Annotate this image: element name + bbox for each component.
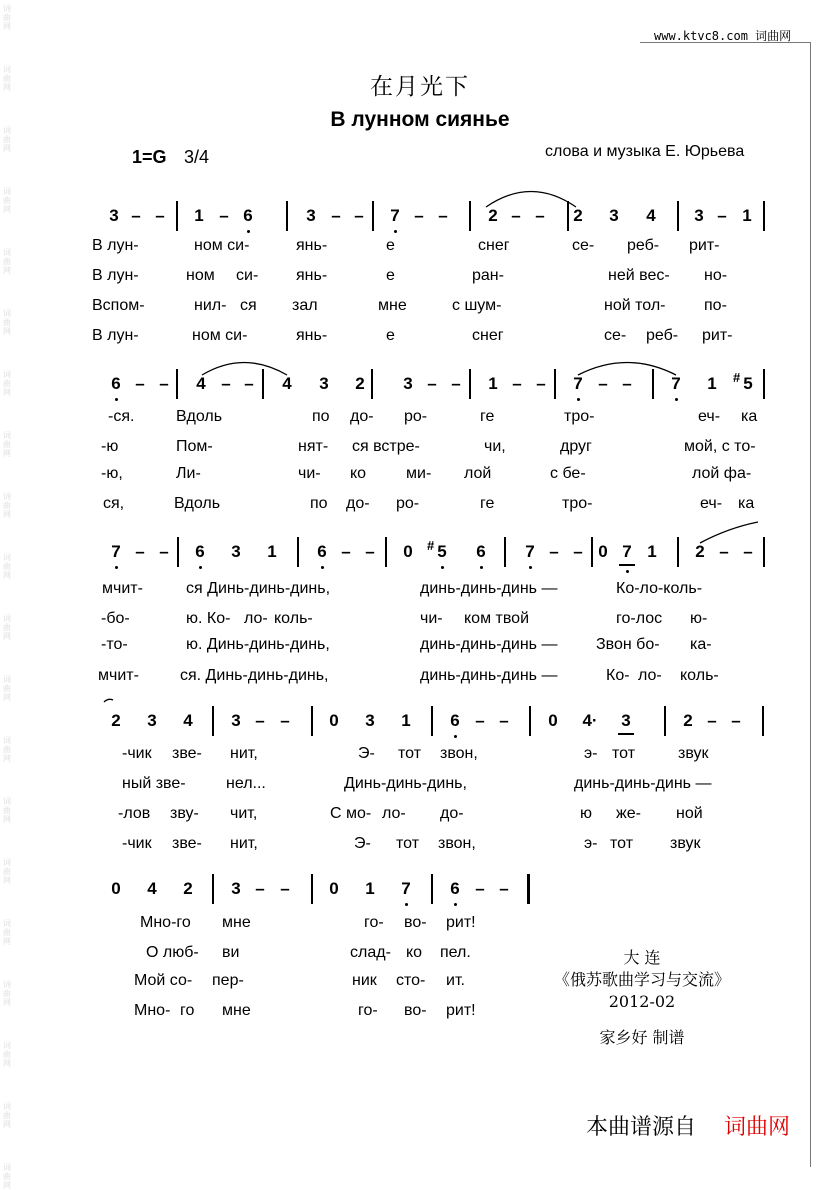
lyric-syllable: -ю (101, 438, 119, 455)
note: 1 (742, 206, 752, 225)
watermark-text: 词曲网 (3, 980, 11, 1007)
watermark-text: 词曲网 (3, 919, 11, 946)
lyric-syllable: до- (346, 495, 370, 512)
lyric-syllable: Динь-динь-динь, (344, 775, 467, 792)
lyric-syllable: ю (580, 805, 592, 822)
note: 4 (282, 374, 292, 393)
lyric-syllable: динь-динь-динь — (420, 580, 558, 597)
lyric-syllable: слад- (350, 944, 391, 961)
lyric-syllable: тот (398, 745, 422, 762)
lyric-syllable: до- (440, 805, 464, 822)
note: 3 (231, 542, 241, 561)
note: 3 (231, 711, 241, 730)
lyric-syllable: коль- (680, 667, 719, 684)
note: 4 (196, 374, 206, 393)
lyric-syllable: чит, (230, 805, 258, 822)
footer-author: 家乡好 制谱 (599, 1028, 685, 1047)
lyric-syllable: мне (378, 297, 407, 314)
lyric-syllable: янь- (296, 237, 328, 254)
note: 2 (573, 206, 583, 225)
slur-tie (202, 363, 287, 376)
dash-extension: – (499, 879, 509, 898)
lyric-syllable: е (386, 327, 395, 344)
dash-extension: – (451, 374, 461, 393)
lyric-syllable: по (312, 408, 330, 425)
lyric-syllable: янь- (296, 267, 328, 284)
lyric-syllable: ит. (446, 972, 465, 989)
note: 1 (707, 374, 717, 393)
lyric-syllable: ном си- (192, 327, 248, 344)
lyric-syllable: рит- (702, 327, 733, 344)
lyric-syllable: нит, (230, 835, 258, 852)
note: 0 (329, 879, 339, 898)
lyric-syllable: ко (350, 465, 367, 482)
lyric-syllable: Мно- (134, 1002, 171, 1019)
lyric-syllable: -лов (118, 805, 151, 822)
lyric-syllable: -ся. (108, 408, 135, 425)
watermark-text: 词曲网 (3, 370, 11, 397)
dash-extension: – (159, 374, 169, 393)
lyric-syllable: нил- (194, 297, 227, 314)
lyric-syllable: зву- (170, 805, 199, 822)
dash-extension: – (427, 374, 437, 393)
footer-notes (522, 947, 762, 1049)
lyric-syllable: ви (222, 944, 240, 961)
note: 1 (194, 206, 204, 225)
watermark-text: 词曲网 (3, 736, 11, 763)
slur-tie (578, 363, 676, 376)
watermark-text: 词曲网 (3, 187, 11, 214)
lyric-syllable: -ю, (101, 465, 123, 482)
lyric-syllable: нел... (226, 775, 266, 792)
lyric-syllable: звук (670, 835, 701, 852)
dash-extension: – (135, 374, 145, 393)
lyric-syllable: ник (352, 972, 377, 989)
note: 5 # (737, 373, 759, 395)
dash-extension: – (475, 711, 485, 730)
note: 3 (609, 206, 619, 225)
watermark-text: 词曲网 (3, 126, 11, 153)
footer-date: 2012-02 (608, 992, 676, 1011)
watermark-text: 词曲网 (3, 675, 11, 702)
lyric-syllable: по (310, 495, 328, 512)
lyric-syllable: ной (676, 805, 703, 822)
note: 1 (488, 374, 498, 393)
dash-extension: – (341, 542, 351, 561)
lyric-syllable: си- (236, 267, 259, 284)
lyric-syllable: пел. (440, 944, 471, 961)
dash-extension: – (731, 711, 741, 730)
lyric-syllable: Ли- (176, 465, 201, 482)
dash-extension: – (255, 879, 265, 898)
lyric-syllable: се- (604, 327, 627, 344)
lyric-syllable: Ко- (606, 667, 630, 684)
note: 2 (488, 206, 498, 225)
lyric-syllable: нит, (230, 745, 258, 762)
lyric-syllable: ю. Ко- (186, 610, 231, 627)
note: 3 (109, 206, 119, 225)
lyric-syllable: Мой со- (134, 972, 193, 989)
dash-extension: – (354, 206, 364, 225)
lyric-syllable: звон, (440, 745, 478, 762)
lyric-syllable: зве- (172, 835, 202, 852)
dash-extension: – (131, 206, 141, 225)
note: 2 (111, 711, 121, 730)
watermark-text: 词曲网 (3, 492, 11, 519)
lyric-syllable: ся встре- (352, 438, 420, 455)
footer-source-site[interactable]: 词曲网 (724, 1114, 791, 1139)
watermark-text: 词曲网 (3, 858, 11, 885)
note: 3 (306, 206, 316, 225)
lyric-syllable: нят- (298, 438, 329, 455)
lyric-syllable: мчит- (98, 667, 139, 684)
lyric-syllable: мне (222, 914, 251, 931)
watermark-text: 词曲网 (3, 4, 11, 31)
lyric-syllable: э- (584, 745, 598, 762)
note: 2 (683, 711, 693, 730)
note: 3 (147, 711, 157, 730)
lyric-syllable: тот (396, 835, 420, 852)
lyric-syllable: ран- (472, 267, 504, 284)
note: 2 (695, 542, 705, 561)
lyric-syllable: В лун- (92, 237, 139, 254)
note: 7 (671, 374, 681, 393)
lyric-syllable: чи- (420, 610, 443, 627)
lyric-syllable: реб- (627, 237, 660, 254)
dash-extension: – (244, 374, 254, 393)
lyric-syllable: тот (612, 745, 636, 762)
note: 6 (476, 542, 486, 561)
lyric-syllable: ном (186, 267, 215, 284)
lyric-syllable: снег (472, 327, 504, 344)
lyric-syllable: ней вес- (608, 267, 670, 284)
lyric-syllable: мчит- (102, 580, 143, 597)
lyric-syllable: во- (404, 1002, 427, 1019)
lyric-syllable: э- (584, 835, 598, 852)
lyric-syllable: с шум- (452, 297, 502, 314)
dash-extension: – (438, 206, 448, 225)
time-signature: 3/4 (184, 147, 210, 167)
dash-extension: – (499, 711, 509, 730)
lyric-syllable: Э- (354, 835, 371, 852)
dash-extension: – (280, 711, 290, 730)
watermark-text: 词曲网 (3, 65, 11, 92)
lyric-syllable: го-лос (616, 610, 663, 627)
lyric-syllable: ло- (638, 667, 662, 684)
lyric-syllable: ся (240, 297, 257, 314)
watermark-text: 词曲网 (3, 309, 11, 336)
note: 2 (183, 879, 193, 898)
lyric-syllable: В лун- (92, 327, 139, 344)
lyric-syllable: ко (406, 944, 423, 961)
note: 0 (329, 711, 339, 730)
lyric-syllable: тро- (562, 495, 593, 512)
footer-forum: 《俄苏歌曲学习与交流》 (553, 970, 730, 989)
note: 1 (267, 542, 277, 561)
lyric-syllable: -то- (101, 636, 128, 653)
watermark-text: 词曲网 (3, 553, 11, 580)
lyric-syllable: рит- (689, 237, 720, 254)
lyric-syllable: звон, (438, 835, 476, 852)
note: 2 (355, 374, 365, 393)
lyric-syllable: реб- (646, 327, 679, 344)
lyric-syllable: ро- (396, 495, 420, 512)
lyric-syllable: Э- (358, 745, 375, 762)
dash-extension: – (573, 542, 583, 561)
watermark-text: 词曲网 (3, 248, 11, 275)
note: 4· (582, 711, 598, 730)
note: 0 (598, 542, 608, 561)
slur-tie (700, 522, 758, 543)
lyric-syllable: е (386, 267, 395, 284)
lyric-syllable: еч- (700, 495, 723, 512)
lyric-syllable: еч- (698, 408, 721, 425)
lyric-syllable: ка- (690, 636, 712, 653)
lyric-syllable: зал (292, 297, 318, 314)
lyric-syllable: Звон бо- (596, 636, 660, 653)
note: 0 (403, 542, 413, 561)
key-signature: 1=G (132, 147, 167, 167)
lyric-syllable: чи, (484, 438, 506, 455)
lyric-syllable: -бо- (101, 610, 130, 627)
lyric-syllable: О люб- (146, 944, 199, 961)
note: 7 (573, 374, 583, 393)
lyric-syllable: зве- (172, 745, 202, 762)
song-title-russian: В лунном сиянье (330, 108, 510, 131)
dash-extension: – (549, 542, 559, 561)
lyric-syllable: пер- (212, 972, 244, 989)
note: 3 (621, 711, 631, 730)
note: 3 (403, 374, 413, 393)
sharp-accidental: # (427, 538, 435, 553)
lyric-syllable: ном си- (194, 237, 250, 254)
lyric-syllable: же- (616, 805, 641, 822)
note: 4 (147, 879, 157, 898)
note: 7 (622, 542, 632, 561)
note: 7 (111, 542, 121, 561)
note: 0 (548, 711, 558, 730)
lyric-syllable: сто- (396, 972, 426, 989)
dash-extension: – (135, 542, 145, 561)
dash-extension: – (219, 206, 229, 225)
dash-extension: – (535, 206, 545, 225)
lyric-syllable: Мно-го (140, 914, 191, 931)
lyric-syllable: С мо- (330, 805, 372, 822)
note: 6 (243, 206, 253, 225)
lyric-syllable: ся Динь-динь-динь, (186, 580, 331, 597)
note: 7 (390, 206, 400, 225)
lyric-syllable: ро- (404, 408, 428, 425)
sharp-accidental: # (733, 370, 741, 385)
lyric-syllable: е (386, 237, 395, 254)
lyric-syllable: мне (222, 1002, 251, 1019)
lyric-syllable: В лун- (92, 267, 139, 284)
note: 3 (694, 206, 704, 225)
watermark-text: 词曲网 (3, 1041, 11, 1068)
lyric-syllable: -чик (122, 835, 152, 852)
lyric-syllable: тро- (564, 408, 595, 425)
dash-extension: – (512, 374, 522, 393)
note: 1 (647, 542, 657, 561)
dash-extension: – (159, 542, 169, 561)
lyric-syllable: ло- (382, 805, 406, 822)
lyric-syllable: во- (404, 914, 427, 931)
lyric-syllable: мой, с то- (684, 438, 756, 455)
lyric-syllable: Пом- (176, 438, 213, 455)
note: 1 (401, 711, 411, 730)
note: 4 (646, 206, 656, 225)
lyric-syllable: ге (480, 408, 495, 425)
dash-extension: – (414, 206, 424, 225)
note: 6 (195, 542, 205, 561)
dash-extension: – (598, 374, 608, 393)
lyric-syllable: звук (678, 745, 709, 762)
lyric-syllable: го- (358, 1002, 378, 1019)
dash-extension: – (511, 206, 521, 225)
lyric-syllable: ю. Динь-динь-динь, (186, 636, 330, 653)
dash-extension: – (743, 542, 753, 561)
note: 3 (231, 879, 241, 898)
footer-source-label: 本曲谱源自 (586, 1114, 697, 1139)
note: 1 (365, 879, 375, 898)
dash-extension: – (622, 374, 632, 393)
note: 6 (450, 879, 460, 898)
lyric-syllable: янь- (296, 327, 328, 344)
lyric-syllable: динь-динь-динь — (420, 636, 558, 653)
note: 3 (319, 374, 329, 393)
note: 6 (111, 374, 121, 393)
lyric-syllable: друг (560, 438, 592, 455)
slur-tie (486, 192, 576, 208)
watermark-text: 词曲网 (3, 614, 11, 641)
lyric-syllable: но- (704, 267, 728, 284)
lyric-syllable: се- (572, 237, 595, 254)
lyric-syllable: тот (610, 835, 634, 852)
watermark-text: 词曲网 (3, 1102, 11, 1129)
lyric-syllable: ной тол- (604, 297, 666, 314)
lyric-syllable: по- (704, 297, 727, 314)
lyric-syllable: динь-динь-динь — (420, 667, 558, 684)
lyric-syllable: чи- (298, 465, 321, 482)
lyric-syllable: Вспом- (92, 297, 145, 314)
lyric-syllable: лой (464, 465, 492, 482)
note: 6 (450, 711, 460, 730)
dash-extension: – (365, 542, 375, 561)
footer-city: 大 连 (623, 948, 661, 967)
lyric-syllable: -чик (122, 745, 152, 762)
lyric-syllable: ми- (406, 465, 432, 482)
note: 5 # (431, 541, 453, 563)
dash-extension: – (155, 206, 165, 225)
lyric-syllable: рит! (446, 914, 476, 931)
lyric-syllable: рит! (446, 1002, 476, 1019)
lyric-syllable: го- (364, 914, 384, 931)
lyric-syllable: динь-динь-динь — (574, 775, 712, 792)
lyric-syllable: ю- (690, 610, 708, 627)
lyric-syllable: ком твой (464, 610, 530, 627)
lyric-syllable: до- (350, 408, 374, 425)
dash-extension: – (717, 206, 727, 225)
song-title-chinese: 在月光下 (370, 74, 470, 100)
lyric-syllable: коль- (274, 610, 313, 627)
lyric-syllable: Вдоль (174, 495, 221, 512)
note: 3 (365, 711, 375, 730)
note: 7 (401, 879, 411, 898)
lyric-syllable: Вдоль (176, 408, 223, 425)
slur-tie (104, 699, 113, 702)
lyric-syllable: ся, (103, 495, 125, 512)
dash-extension: – (255, 711, 265, 730)
lyric-syllable: ка (741, 408, 758, 425)
note: 7 (525, 542, 535, 561)
dash-extension: – (536, 374, 546, 393)
lyric-syllable: Ко-ло-коль- (616, 580, 703, 597)
lyric-syllable: ло- (244, 610, 268, 627)
dash-extension: – (719, 542, 729, 561)
dash-extension: – (331, 206, 341, 225)
note: 6 (317, 542, 327, 561)
lyric-syllable: с бе- (550, 465, 586, 482)
lyric-syllable: снег (478, 237, 510, 254)
lyric-syllable: ный зве- (122, 775, 186, 792)
note: 4 (183, 711, 193, 730)
lyric-syllable: ге (480, 495, 495, 512)
lyric-syllable: ся. Динь-динь-динь, (180, 667, 329, 684)
lyric-syllable: го (180, 1002, 195, 1019)
watermark-text: 词曲网 (3, 797, 11, 824)
dash-extension: – (707, 711, 717, 730)
lyric-syllable: ка (738, 495, 755, 512)
credits: слова и музыка Е. Юрьева (545, 143, 745, 160)
watermark-text: 词曲网 (3, 1163, 11, 1190)
dash-extension: – (280, 879, 290, 898)
watermark-text: 词曲网 (3, 431, 11, 458)
note: 0 (111, 879, 121, 898)
dash-extension: – (221, 374, 231, 393)
dash-extension: – (475, 879, 485, 898)
lyric-syllable: лой фа- (692, 465, 752, 482)
site-url[interactable]: www.ktvc8.com 词曲网 (654, 29, 792, 43)
